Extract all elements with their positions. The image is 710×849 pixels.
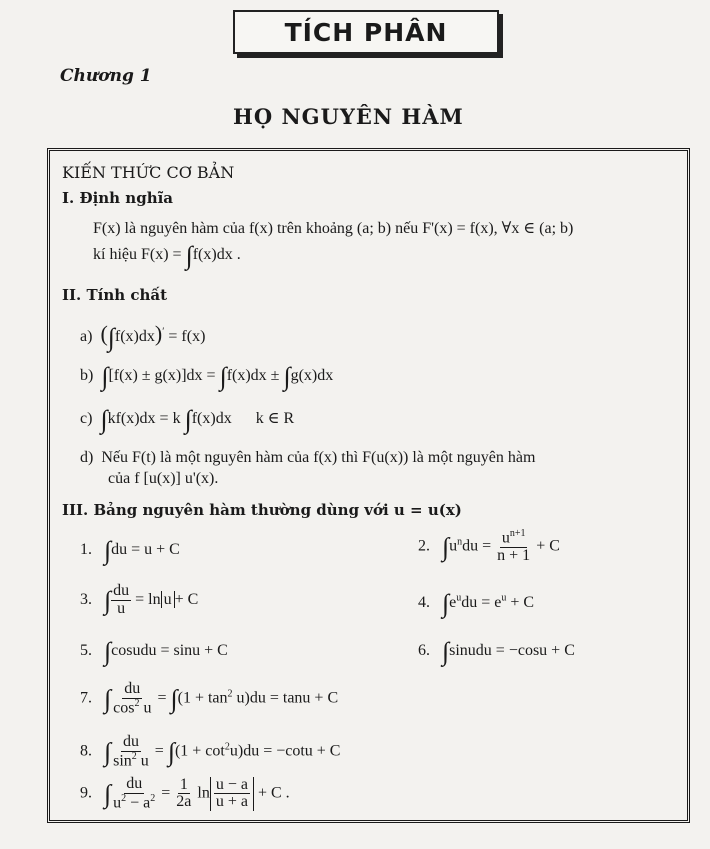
formula-3: 3. ∫ $\frac{du}{u}$ = ln u + C [80, 582, 199, 617]
property-d-line-1: Nếu F(t) là một nguyên hàm của f(x) thì F(u(x)) là một nguyên hàm [101, 449, 536, 466]
formula-5: 5. ∫cosudu = sinu + C [80, 637, 228, 666]
theory-box [47, 148, 690, 823]
formula-9-number: 9. [80, 784, 92, 802]
formula-2-number: 2. [418, 537, 430, 555]
property-d-line-2: của f [u(x)] u'(x). [108, 470, 219, 487]
formula-8: 8. ∫ $\frac{du}{\sin^2 u}$ = $\int(1 + \cot^2u)du = -\cot u + C$ [80, 733, 341, 770]
formula-2: 2. $\int u^ndu$ = $\frac{u^{n+1}}{n + 1}$ + C [418, 528, 560, 565]
chapter-title: HỌ NGUYÊN HÀM [233, 104, 464, 129]
main-title-box [233, 10, 499, 54]
formula-4-number: 4. [418, 594, 430, 611]
formula-1: 1. ∫du = u + C [80, 536, 180, 565]
property-a: a) (∫f(x)dx)′ = f(x) [80, 321, 206, 352]
section-table-title: III. Bảng nguyên hàm thường dùng với u = u(x) [62, 501, 462, 519]
definition-line-2: kí hiệu F(x) = ∫f(x)dx . [93, 241, 241, 270]
formula-1-number: 1. [80, 541, 92, 558]
formula-6: 6. ∫sinudu = −cosu + C [418, 637, 575, 666]
formula-6-number: 6. [418, 642, 430, 659]
property-c-label: c) [80, 410, 93, 427]
formula-4: 4. $\int e^udu = e^u + C$ [418, 589, 535, 618]
definition-line-1: F(x) là nguyên hàm của f(x) trên khoảng (a; b) nếu F'(x) = f(x), ∀x ∈ (a; b) [93, 220, 574, 237]
box-heading: KIẾN THỨC CƠ BẢN [62, 163, 235, 182]
formula-7-number: 7. [80, 689, 92, 707]
section-definition-title: I. Định nghĩa [62, 189, 174, 207]
formula-3-number: 3. [80, 590, 92, 608]
formula-8-number: 8. [80, 742, 92, 760]
definition-line-2-suffix: f(x)dx . [192, 246, 241, 263]
property-c: c) ∫kf(x)dx = k ∫f(x)dx k ∈ R [80, 405, 295, 434]
formula-9: 9. ∫ $\frac{du}{u^2 - a^2}$ = $\frac{1}{2a}$ ln $\frac{u - a}{u + a}$ + C . [80, 775, 290, 812]
chapter-label: Chương 1 [60, 66, 152, 86]
definition-line-2-prefix: kí hiệu F(x) = [93, 246, 186, 263]
property-b: b) ∫[f(x) ± g(x)]dx = ∫f(x)dx ± ∫g(x)dx [80, 362, 334, 391]
property-d-label: d) [80, 449, 94, 466]
main-title: TÍCH PHÂN [284, 17, 448, 47]
formula-7: 7. ∫ $\frac{du}{\cos^2 u}$ = $\int(1 + \tan^2 u)du = \tan u + C$ [80, 680, 339, 717]
property-b-label: b) [80, 367, 94, 384]
formula-5-number: 5. [80, 642, 92, 659]
property-a-label: a) [80, 328, 93, 345]
section-properties-title: II. Tính chất [62, 286, 168, 304]
property-d [80, 449, 535, 467]
